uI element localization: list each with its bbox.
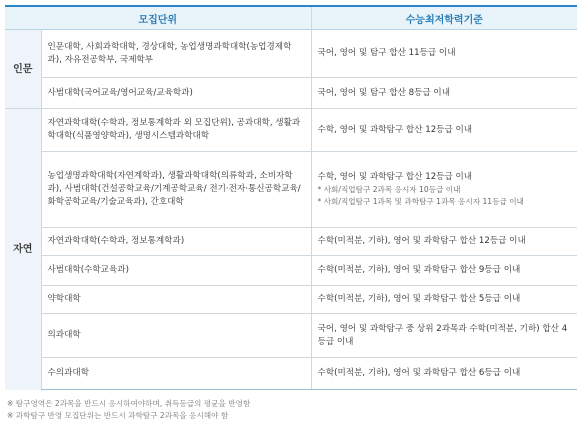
unit-cell: 사범대학(수학교육과) [41, 256, 311, 286]
criteria-note: * 사회/직업탐구 2과목 응시자 10등급 이내 [317, 185, 461, 194]
unit-cell: 수의과대학 [41, 358, 311, 390]
table-row [5, 314, 577, 358]
unit-cell: 자연과학대학(수학과, 정보통계학과) [41, 228, 311, 256]
criteria-text: 국어, 영어 및 탐구 합산 11등급 이내 [317, 48, 456, 58]
criteria-text: 수학(미적분, 기하), 영어 및 과학탐구 합산 6등급 이내 [317, 368, 521, 378]
criteria-table [5, 5, 577, 390]
unit-cell: 인문대학, 사회과학대학, 경상대학, 농업생명과학대학(농업경제학과), 자유전공학부, 국제학부 [41, 30, 311, 78]
table-row [5, 228, 577, 256]
category-humanities: 인문 [5, 30, 41, 109]
criteria-cell [311, 152, 577, 228]
table-header-row [5, 6, 577, 30]
unit-cell: 의과대학 [41, 314, 311, 358]
criteria-text: 수학(미적분, 기하), 영어 및 과학탐구 합산 5등급 이내 [317, 294, 521, 304]
criteria-cell [311, 109, 577, 152]
criteria-cell [311, 228, 577, 256]
criteria-cell [311, 286, 577, 314]
footnote: ※ 과학탐구 반영 모집단위는 반드시 과학탐구 2과목을 응시해야 함 [7, 411, 229, 420]
table-row [5, 78, 577, 109]
table-row [5, 286, 577, 314]
criteria-cell [311, 256, 577, 286]
criteria-text: 국어, 영어 및 과학탐구 중 상위 2과목과 수학(미적분, 기하) 합산 4등급 이내 [317, 323, 568, 347]
admission-criteria-table [5, 5, 577, 390]
footnote: ※ 탐구영역은 2과목을 반드시 응시하여야하며, 취득등급의 평균을 반영함 [7, 399, 251, 408]
criteria-cell [311, 314, 577, 358]
footnotes [7, 398, 250, 422]
unit-cell: 농업생명과학대학(자연계학과), 생활과학대학(의류학과, 소비자학과), 사범대학(건설공학교육/기계공학교육/ 전기·전자·통신공학교육/화학공학교육/기술교육과), 간호대학 [41, 152, 311, 228]
unit-cell: 사범대학(국어교육/영어교육/교육학과) [41, 78, 311, 109]
criteria-cell [311, 30, 577, 78]
category-science: 자연 [5, 109, 41, 390]
table-row [5, 358, 577, 390]
criteria-column-header: 수능최저학력기준 [311, 6, 577, 30]
table-row [5, 109, 577, 152]
criteria-text: 국어, 영어 및 탐구 합산 8등급 이내 [317, 87, 451, 98]
criteria-cell [311, 358, 577, 390]
criteria-note: * 사회/직업탐구 1과목 및 과학탐구 1과목 응시자 11등급 이내 [317, 197, 524, 206]
table-row [5, 30, 577, 78]
criteria-text: 수학(미적분, 기하), 영어 및 과학탐구 합산 9등급 이내 [317, 265, 521, 275]
unit-column-header: 모집단위 [5, 6, 311, 30]
criteria-text: 수학(미적분, 기하), 영어 및 과학탐구 합산 12등급 이내 [317, 236, 526, 246]
criteria-text: 수학, 영어 및 과학탐구 합산 12등급 이내 [317, 124, 473, 135]
unit-cell: 자연과학대학(수학과, 정보통계학과 외 모집단위), 공과대학, 생활과학대학(식품영양학과), 생명시스템과학대학 [41, 109, 311, 152]
criteria-cell [311, 78, 577, 109]
table-row [5, 256, 577, 286]
unit-cell: 약학대학 [41, 286, 311, 314]
table-row [5, 152, 577, 228]
criteria-text: 수학, 영어 및 과학탐구 합산 12등급 이내 [317, 172, 473, 182]
